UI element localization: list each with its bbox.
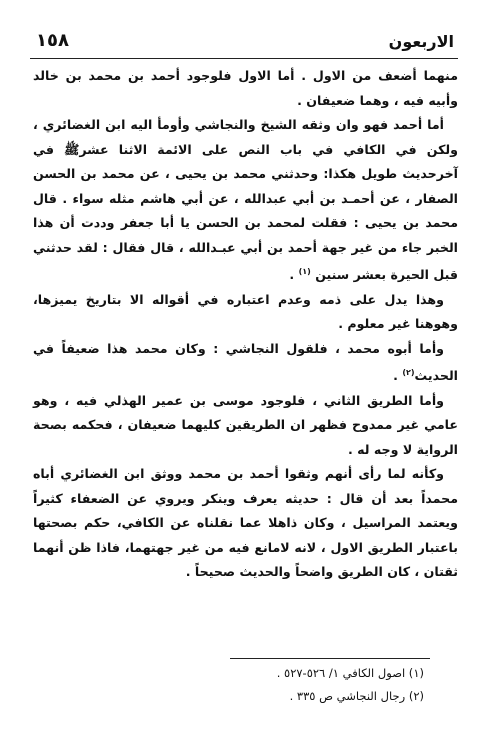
- body-text: [33, 64, 458, 585]
- paragraph-2: أما أحمد فهو وان وثقه الشيخ والنجاشي وأومأ اليه ابن الغضائري ، ولكن في الكافي في باب النص على الائمة الاثنا عشرﷺ في آخرحديث طويل هكذا: وحدثني محمد بن يحيى ، عن محمد بن الحسن الصفار ، عن أحمـد بن أبي عبدالله ، عن أبي هاشم مثله سواء . قال محمد بن يحيى : فقلت لمحمد بن الحسن يا أبا جعفر وددت أن هذا الخبر جاء من غير جهة أحمد بن أبي عبـدالله ، قال فقال : لقد حدثني قبل الحيرة بعشر سنين $^{(١)}$ .: [33, 117, 458, 283]
- paragraph-1: منهما أضعف من الاول . أما الاول فلوجود أحمد بن محمد بن خالد وأبيه فيه ، وهما ضعيفان .: [33, 68, 458, 108]
- page-header: [30, 28, 458, 59]
- footnote-2: (٢) رجال النجاشي ص ٣٣٥ .: [289, 689, 424, 703]
- footnote-mark-2: (٢): [402, 368, 415, 378]
- running-title: الاربعون: [388, 32, 454, 51]
- footnote-mark-1: (١): [298, 267, 311, 276]
- footnote-1: (١) اصول الكافي ١/ ٥٢٦-٥٢٧ .: [276, 666, 424, 680]
- paragraph-4: وأما أبوه محمد ، فلقول النجاشي : وكان محمد هذا ضعيفاً في الحديث$^{(٢)}$ .: [33, 340, 458, 384]
- page-number: ١٥٨: [36, 30, 69, 51]
- footnotes: [64, 662, 424, 708]
- footnote-divider: [230, 658, 430, 659]
- paragraph-3: وهذا يدل على ذمه وعدم اعتباره في أقواله الا بتاريخ يميزها، وهوهنا غير معلوم .: [33, 291, 458, 332]
- paragraph-6: وكأنه لما رأى أنهم وثقوا أحمد بن محمد ووثق ابن الغضائري أباه محمداً بعد أن قال : حديثه يعرف وينكر ويروي عن الضعفاء كثيراً ويعتمد المراسيل ، وكان ذاهلا عما نقلناه عن الكافي، حكم بصحتها باعتبار الطريق الاول ، لانه لامانع فيه من غير جهتهما، فاذا ظن أنهما ثقتان ، كان الطريق واضحاً والحديث صحيحاً .: [33, 466, 458, 580]
- paragraph-5: وأما الطريق الثاني ، فلوجود موسى بن عمير الهذلي فيه ، وهو عامي غير ممدوح فظهر ان الطريقين كليهما ضعيفان ، فحكمه بصحة الرواية لا وجه له .: [33, 392, 458, 457]
